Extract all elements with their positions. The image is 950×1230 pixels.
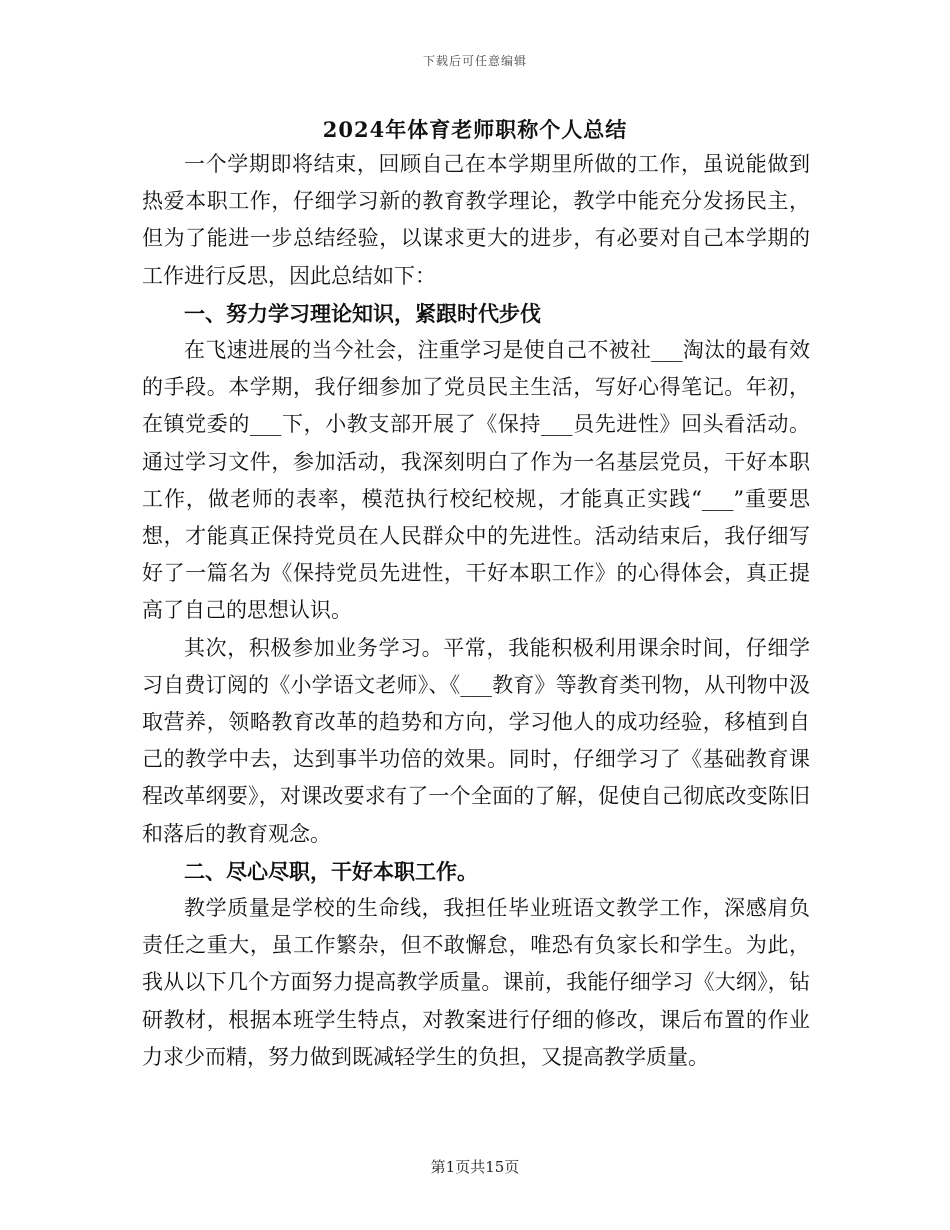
section-1-paragraph-1: 在飞速进展的当今社会，注重学习是使自己不被社___淘汰的最有效的手段。本学期，我仔细参加了党员民主生活，写好心得笔记。年初，在镇党委的___下，小教支部开展了《保持___员先进性》回头看活动。通过学习文件，参加活动，我深刻明白了作为一名基层党员，干好本职工作，做老师的表率，模范执行校纪校规，才能真正实践“___”重要思想，才能真正保持党员在人民群众中的先进性。活动结束后，我仔细写好了一篇名为《保持党员先进性，干好本职工作》的心得体会，真正提高了自己的思想认识。	[142, 338, 810, 623]
header-note: 下载后可任意编辑	[422, 54, 527, 68]
section-1-heading: 一、努力学习理论知识，紧跟时代步伐	[184, 300, 541, 326]
document-body	[142, 146, 810, 1076]
section-1-paragraph-2: 其次，积极参加业务学习。平常，我能积极利用课余时间，仔细学习自费订阅的《小学语文老师》、《___教育》等教育类刊物，从刊物中汲取营养，领略教育改革的趋势和方向，学习他人的成功经验，移植到自己的教学中去，达到事半功倍的效果。同时，仔细学习了《基础教育课程改革纲要》，对课改要求有了一个全面的了解，促使自己彻底改变陈旧和落后的教育观念。	[142, 635, 810, 846]
page-footer: 第1页共15页	[430, 1158, 520, 1176]
intro-paragraph: 一个学期即将结束，回顾自己在本学期里所做的工作，虽说能做到热爱本职工作，仔细学习新的教育教学理论，教学中能充分发扬民主，但为了能进一步总结经验，以谋求更大的进步，有必要对自己本学期的工作进行反思，因此总结如下：	[142, 152, 810, 288]
section-2-paragraph-1: 教学质量是学校的生命线，我担任毕业班语文教学工作，深感肩负责任之重大，虽工作繁杂，但不敢懈怠，唯恐有负家长和学生。为此，我从以下几个方面努力提高教学质量。课前，我能仔细学习《大纲》，钻研教材，根据本班学生特点，对教案进行仔细的修改，课后布置的作业力求少而精，努力做到既减轻学生的负担，又提高教学质量。	[142, 896, 810, 1069]
document-title: 2024年体育老师职称个人总结	[322, 117, 628, 142]
section-2-heading: 二、尽心尽职，干好本职工作。	[184, 858, 478, 884]
